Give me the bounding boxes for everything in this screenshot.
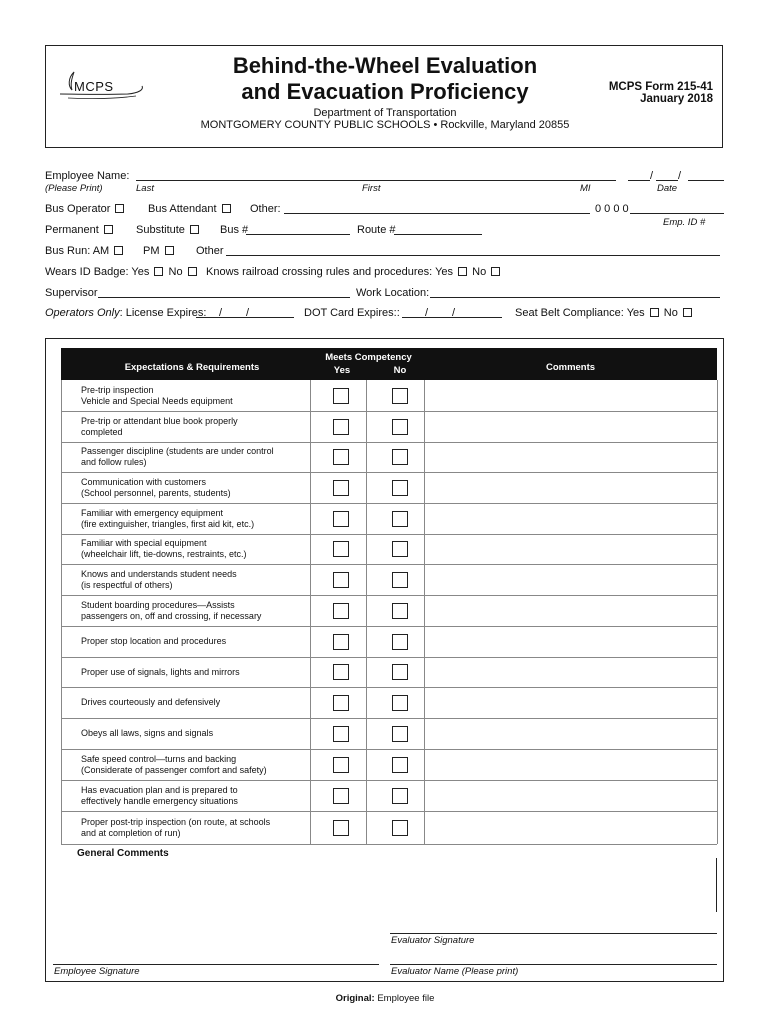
table-header bbox=[61, 348, 717, 380]
meets-no-checkbox[interactable] bbox=[392, 480, 408, 496]
bus-number-field[interactable] bbox=[246, 234, 350, 235]
meets-yes-checkbox[interactable] bbox=[333, 757, 349, 773]
seat-belt-label: Seat Belt Compliance: Yes bbox=[515, 307, 645, 319]
meets-no-checkbox[interactable] bbox=[392, 664, 408, 680]
license-expires-field[interactable] bbox=[196, 317, 294, 318]
bus-operator-option bbox=[45, 203, 126, 215]
meets-no-checkbox[interactable] bbox=[392, 757, 408, 773]
seat-belt-no-label: No bbox=[663, 307, 678, 319]
requirement-line-2: (is respectful of others) bbox=[81, 579, 173, 590]
pm-checkbox[interactable] bbox=[165, 246, 174, 255]
requirement-line-1: Pre-trip or attendant blue book properly bbox=[81, 415, 238, 426]
license-expires bbox=[45, 307, 206, 319]
wears-id-label: Wears ID Badge: Yes bbox=[45, 266, 150, 278]
bus-attendant-option bbox=[148, 203, 233, 215]
comments-cell[interactable] bbox=[425, 535, 716, 563]
dot-card-label: DOT Card Expires:: bbox=[304, 307, 400, 319]
comments-cell[interactable] bbox=[425, 412, 716, 441]
permanent-checkbox[interactable] bbox=[104, 225, 113, 234]
employee-signature-field[interactable] bbox=[53, 964, 379, 965]
requirement-line-1: Has evacuation plan and is prepared to bbox=[81, 784, 238, 795]
requirement-text bbox=[81, 697, 306, 708]
seat-belt-no-checkbox[interactable] bbox=[683, 308, 692, 317]
seat-belt-option bbox=[515, 307, 694, 319]
col-expectations: Expectations & Requirements bbox=[124, 362, 260, 373]
pm-label: PM bbox=[143, 245, 160, 257]
evaluator-name-label: Evaluator Name (Please print) bbox=[391, 966, 519, 977]
requirement-text bbox=[81, 416, 306, 438]
bus-operator-label: Bus Operator bbox=[45, 203, 111, 215]
form-date: January 2018 bbox=[640, 93, 713, 105]
table-border-left bbox=[61, 380, 62, 844]
date-year-field[interactable] bbox=[688, 180, 724, 181]
meets-yes-checkbox[interactable] bbox=[333, 788, 349, 804]
requirement-line-1: Obeys all laws, signs and signals bbox=[81, 728, 214, 738]
requirement-text bbox=[81, 508, 306, 530]
date-label: Date bbox=[657, 183, 678, 194]
other-label: Other: bbox=[250, 203, 281, 215]
meets-yes-checkbox[interactable] bbox=[333, 572, 349, 588]
requirement-line-2: completed bbox=[81, 426, 123, 437]
comments-cell[interactable] bbox=[425, 596, 716, 625]
comments-cell[interactable] bbox=[425, 443, 716, 471]
requirement-line-2: and at completion of run) bbox=[81, 827, 181, 838]
requirement-line-1: Pre-trip inspection bbox=[81, 384, 154, 395]
railroad-no-label: No bbox=[472, 266, 487, 278]
substitute-checkbox[interactable] bbox=[190, 225, 199, 234]
general-comments-label: General Comments bbox=[77, 848, 169, 859]
date-month-field[interactable] bbox=[628, 180, 650, 181]
employee-signature-label: Employee Signature bbox=[54, 966, 140, 977]
page-title bbox=[190, 53, 580, 105]
table-divider-1 bbox=[310, 380, 311, 844]
requirement-line-1: Passenger discipline (students are under control bbox=[81, 446, 274, 456]
emp-id-prefix: 0 0 0 0 bbox=[595, 203, 629, 215]
wears-id-no-checkbox[interactable] bbox=[188, 267, 197, 276]
railroad-label: Knows railroad crossing rules and procedures: Yes bbox=[206, 266, 454, 278]
requirement-text bbox=[81, 385, 306, 407]
comments-cell[interactable] bbox=[425, 473, 716, 502]
requirement-line-2: Vehicle and Special Needs equipment bbox=[81, 395, 233, 406]
requirement-text bbox=[81, 538, 306, 560]
requirement-line-1: Safe speed control—turns and backing bbox=[81, 753, 237, 764]
requirement-line-1: Familiar with special equipment bbox=[81, 538, 207, 548]
meets-no-checkbox[interactable] bbox=[392, 419, 408, 435]
first-label: First bbox=[362, 183, 381, 194]
evaluator-name-field[interactable] bbox=[390, 964, 717, 965]
pm-option bbox=[143, 245, 176, 257]
meets-no-checkbox[interactable] bbox=[392, 726, 408, 742]
bus-operator-checkbox[interactable] bbox=[115, 204, 124, 213]
supervisor-label: Supervisor bbox=[45, 287, 98, 299]
evaluator-signature-label: Evaluator Signature bbox=[391, 935, 475, 946]
meets-yes-checkbox[interactable] bbox=[333, 449, 349, 465]
requirement-line-2: passengers on, off and crossing, if necessary bbox=[81, 610, 262, 621]
requirement-text bbox=[81, 667, 306, 678]
title-line-2: and Evacuation Proficiency bbox=[241, 79, 529, 104]
requirement-text bbox=[81, 569, 306, 591]
meets-yes-checkbox[interactable] bbox=[333, 419, 349, 435]
route-number-label: Route # bbox=[357, 224, 396, 236]
col-yes: Yes bbox=[333, 365, 351, 376]
requirement-line-1: Drives courteously and defensively bbox=[81, 697, 221, 707]
work-location-field[interactable] bbox=[430, 297, 720, 298]
wears-id-no-label: No bbox=[168, 266, 183, 278]
comments-cell[interactable] bbox=[425, 781, 716, 810]
requirement-line-2: (wheelchair lift, tie-downs, restraints, etc.) bbox=[81, 549, 247, 559]
meets-no-checkbox[interactable] bbox=[392, 541, 408, 557]
meets-no-checkbox[interactable] bbox=[392, 449, 408, 465]
other-field[interactable] bbox=[284, 213, 590, 214]
title-line-1: Behind-the-Wheel Evaluation bbox=[232, 53, 538, 78]
bus-attendant-checkbox[interactable] bbox=[222, 204, 231, 213]
supervisor-field[interactable] bbox=[98, 297, 350, 298]
emp-id-field[interactable] bbox=[630, 213, 724, 214]
col-comments: Comments bbox=[545, 362, 596, 373]
evaluator-signature-field[interactable] bbox=[390, 933, 717, 934]
requirement-text bbox=[81, 446, 306, 468]
other-run-field[interactable] bbox=[226, 255, 720, 256]
am-checkbox[interactable] bbox=[114, 246, 123, 255]
meets-yes-checkbox[interactable] bbox=[333, 480, 349, 496]
permanent-label: Permanent bbox=[45, 224, 99, 236]
requirement-text bbox=[81, 600, 306, 622]
requirement-line-1: Student boarding procedures—Assists bbox=[81, 599, 235, 610]
organization: MONTGOMERY COUNTY PUBLIC SCHOOLS • Rockville, Maryland 20855 bbox=[200, 119, 570, 131]
bus-attendant-label: Bus Attendant bbox=[148, 203, 217, 215]
wears-id-option bbox=[45, 266, 199, 278]
substitute-label: Substitute bbox=[136, 224, 185, 236]
logo-text: MCPS bbox=[74, 79, 114, 94]
meets-no-checkbox[interactable] bbox=[392, 603, 408, 619]
meets-yes-checkbox[interactable] bbox=[333, 664, 349, 680]
requirement-line-2: and follow rules) bbox=[81, 457, 147, 467]
requirement-line-2: (fire extinguisher, triangles, first aid kit, etc.) bbox=[81, 518, 255, 529]
bus-run-am-option bbox=[45, 245, 125, 257]
col-no: No bbox=[393, 365, 407, 376]
bus-number-label: Bus # bbox=[220, 224, 249, 236]
wears-id-yes-checkbox[interactable] bbox=[154, 267, 163, 276]
table-border-right bbox=[717, 380, 718, 844]
original-value: Employee file bbox=[374, 993, 435, 1004]
meets-yes-checkbox[interactable] bbox=[333, 541, 349, 557]
substitute-option bbox=[136, 224, 201, 236]
department: Department of Transportation bbox=[313, 107, 457, 119]
meets-yes-checkbox[interactable] bbox=[333, 511, 349, 527]
meets-yes-checkbox[interactable] bbox=[333, 634, 349, 650]
comments-cell[interactable] bbox=[425, 565, 716, 594]
seat-belt-yes-checkbox[interactable] bbox=[650, 308, 659, 317]
route-number-field[interactable] bbox=[394, 234, 482, 235]
table-divider-2 bbox=[366, 380, 367, 844]
comments-cell[interactable] bbox=[425, 504, 716, 533]
comments-cell[interactable] bbox=[425, 381, 716, 410]
meets-yes-checkbox[interactable] bbox=[333, 726, 349, 742]
requirement-text bbox=[81, 817, 306, 839]
requirement-line-2: (Considerate of passenger comfort and safety) bbox=[81, 764, 267, 775]
last-label: Last bbox=[136, 183, 154, 194]
footer bbox=[0, 993, 770, 1004]
employee-name-field[interactable] bbox=[136, 180, 616, 181]
form-number bbox=[588, 81, 713, 105]
requirement-line-2: (School personnel, parents, students) bbox=[81, 487, 231, 498]
meets-no-checkbox[interactable] bbox=[392, 695, 408, 711]
other-run-label: Other bbox=[196, 245, 224, 257]
comments-cell[interactable] bbox=[425, 719, 716, 748]
meets-no-checkbox[interactable] bbox=[392, 572, 408, 588]
work-location-label: Work Location: bbox=[356, 287, 430, 299]
row-divider bbox=[61, 844, 717, 845]
requirement-line-1: Communication with customers bbox=[81, 476, 207, 487]
requirement-text bbox=[81, 728, 306, 739]
requirement-text bbox=[81, 785, 306, 807]
railroad-option bbox=[206, 266, 502, 278]
requirement-line-1: Proper use of signals, lights and mirrors bbox=[81, 666, 240, 677]
emp-id-label: Emp. ID # bbox=[663, 217, 706, 228]
meets-no-checkbox[interactable] bbox=[392, 820, 408, 836]
railroad-no-checkbox[interactable] bbox=[491, 267, 500, 276]
requirement-text bbox=[81, 477, 306, 499]
requirement-line-1: Familiar with emergency equipment bbox=[81, 507, 224, 518]
comments-cell[interactable] bbox=[425, 658, 716, 686]
license-expires-label: : License Expires: bbox=[119, 307, 207, 319]
form-number-text: MCPS Form 215-41 bbox=[608, 81, 713, 93]
meets-yes-checkbox[interactable] bbox=[333, 603, 349, 619]
meets-yes-checkbox[interactable] bbox=[333, 820, 349, 836]
meets-no-checkbox[interactable] bbox=[392, 388, 408, 404]
requirement-line-1: Proper post-trip inspection (on route, at schools bbox=[81, 816, 271, 827]
original-label: Original: bbox=[335, 993, 375, 1004]
comments-cell[interactable] bbox=[425, 627, 716, 656]
please-print-label: (Please Print) bbox=[45, 183, 103, 194]
general-comments-border bbox=[716, 858, 717, 912]
requirement-line-1: Knows and understands student needs bbox=[81, 568, 237, 579]
permanent-option bbox=[45, 224, 115, 236]
meets-no-checkbox[interactable] bbox=[392, 511, 408, 527]
operators-only-label: Operators Only bbox=[45, 307, 120, 319]
requirement-line-2: effectively handle emergency situations bbox=[81, 795, 238, 806]
col-meets-competency: Meets Competency bbox=[325, 352, 412, 363]
requirement-text bbox=[81, 636, 306, 647]
requirement-text bbox=[81, 754, 306, 776]
comments-cell[interactable] bbox=[425, 812, 716, 843]
meets-yes-checkbox[interactable] bbox=[333, 388, 349, 404]
railroad-yes-checkbox[interactable] bbox=[458, 267, 467, 276]
date-day-field[interactable] bbox=[656, 180, 678, 181]
comments-cell[interactable] bbox=[425, 750, 716, 779]
comments-cell[interactable] bbox=[425, 688, 716, 717]
bus-run-label: Bus Run: AM bbox=[45, 245, 110, 257]
meets-no-checkbox[interactable] bbox=[392, 634, 408, 650]
requirement-line-1: Proper stop location and procedures bbox=[81, 636, 227, 646]
mi-label: MI bbox=[580, 183, 591, 194]
meets-no-checkbox[interactable] bbox=[392, 788, 408, 804]
employee-name-label: Employee Name: bbox=[45, 170, 130, 182]
meets-yes-checkbox[interactable] bbox=[333, 695, 349, 711]
